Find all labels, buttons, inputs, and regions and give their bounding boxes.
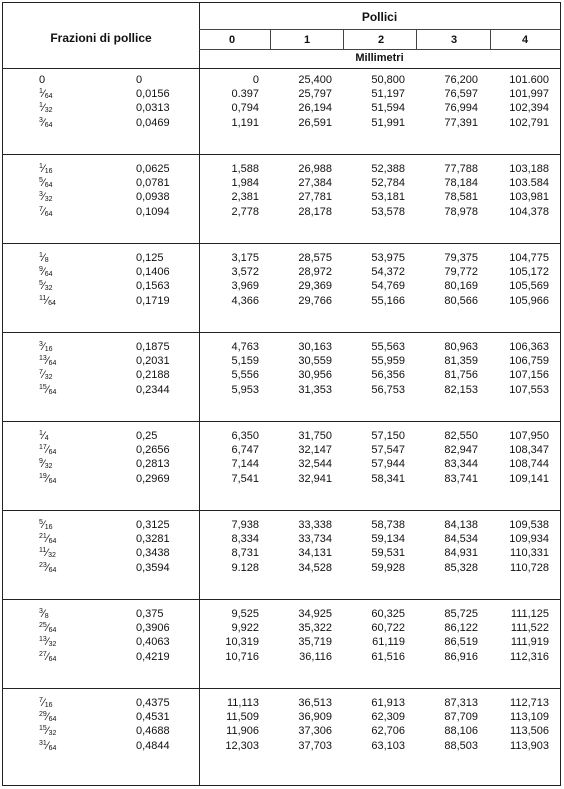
group-rule: [3, 688, 560, 689]
millimeter-cell: 35,719: [298, 636, 332, 649]
millimeter-cell: 54,372: [371, 266, 405, 279]
decimal-cell: 0,125: [136, 252, 164, 264]
millimeter-cell: 5,556: [231, 369, 259, 382]
millimeter-cell: 56,356: [371, 369, 405, 382]
millimeter-cell: 31,353: [298, 383, 332, 396]
column-tick: [416, 30, 417, 49]
fraction-cell: $^{21}⁄_{64}$: [39, 533, 57, 546]
millimeter-cell: 85,725: [444, 608, 478, 620]
millimeter-cell: 52,388: [371, 163, 405, 175]
millimeter-cell: 59,928: [371, 561, 405, 574]
millimeter-cell: 63,103: [371, 739, 405, 752]
fraction-cell: $^5⁄_{64}$: [39, 177, 53, 190]
millimeter-cell: 59,531: [371, 547, 405, 560]
millimeter-cell: 27,384: [298, 177, 332, 190]
millimeter-cell: 110,331: [510, 547, 549, 560]
millimeter-cell: 6,747: [231, 444, 259, 457]
millimeter-cell: 11,113: [226, 697, 259, 709]
fraction-cell: $^{11}⁄_{64}$: [39, 294, 56, 307]
millimeter-cell: 80,169: [444, 280, 478, 293]
millimeter-cell: 76,597: [444, 88, 478, 101]
fraction-cell: $^9⁄_{32}$: [39, 458, 53, 471]
millimeter-cell: 55,959: [371, 355, 405, 368]
millimeter-cell: 32,544: [298, 458, 332, 471]
millimeter-cell: 60,325: [371, 608, 405, 620]
millimeter-cell: 26,194: [298, 102, 332, 115]
millimeter-cell: 11,509: [226, 711, 259, 724]
group-rule: [3, 154, 560, 155]
millimeter-cell: 86,519: [444, 636, 478, 649]
millimeter-cell: 34,925: [298, 608, 332, 620]
fraction-cell: $^1⁄_4$: [39, 430, 49, 442]
fraction-cell: $^9⁄_{64}$: [39, 266, 53, 279]
millimeter-cell: 80,566: [444, 294, 478, 307]
fractions-heading: Frazioni di pollice: [50, 31, 152, 45]
millimeter-cell: 26,591: [298, 116, 332, 129]
millimeter-cell: 3,969: [231, 280, 259, 293]
millimeter-cell: 0.397: [231, 88, 259, 101]
millimeter-cell: 111,522: [510, 622, 549, 635]
millimeter-cell: 80,963: [444, 341, 478, 353]
millimeter-cell: 52,784: [371, 177, 405, 190]
millimeter-cell: 83,741: [444, 472, 478, 485]
millimeter-cell: 103,981: [509, 191, 549, 204]
group-rule: [3, 510, 560, 511]
column-tick: [490, 30, 491, 49]
fraction-cell: $^3⁄_{64}$: [39, 116, 53, 129]
millimeter-cell: 57,944: [371, 458, 405, 471]
decimal-cell: 0,2969: [136, 472, 170, 485]
fraction-cell: $^5⁄_{32}$: [39, 280, 53, 293]
millimeter-cell: 84,534: [444, 533, 478, 546]
fraction-cell: $^7⁄_{32}$: [39, 369, 53, 382]
millimeter-cell: 86,916: [444, 650, 478, 663]
millimeter-cell: 53,975: [371, 252, 405, 264]
fraction-cell: $^3⁄_{32}$: [39, 191, 53, 204]
millimeter-cell: 111,125: [510, 608, 549, 620]
decimal-cell: 0,0781: [136, 177, 170, 190]
inch-column-header: 0: [228, 34, 236, 46]
millimeter-cell: 0,794: [231, 102, 259, 115]
millimeter-cell: 81,756: [444, 369, 478, 382]
millimeter-cell: 35,322: [298, 622, 332, 635]
decimal-cell: 0,0938: [136, 191, 170, 204]
millimeter-cell: 105,966: [509, 294, 549, 307]
millimeter-cell: 29,369: [298, 280, 332, 293]
group-rule: [3, 332, 560, 333]
millimeter-cell: 53,181: [371, 191, 405, 204]
millimeter-cell: 1,588: [231, 163, 259, 175]
millimeter-cell: 10,319: [225, 636, 259, 649]
fraction-cell: $^1⁄_{16}$: [39, 163, 53, 175]
millimeter-cell: 28,575: [298, 252, 332, 264]
inch-column-header: 1: [303, 34, 311, 46]
decimal-cell: 0,3281: [136, 533, 170, 546]
millimeter-cell: 58,738: [371, 519, 405, 531]
millimeter-cell: 1,191: [231, 116, 259, 129]
millimeter-cell: 3,572: [231, 266, 259, 279]
millimeter-cell: 61,119: [372, 636, 405, 649]
group-rule: [3, 421, 560, 422]
column-tick: [343, 30, 344, 49]
millimeter-cell: 107,156: [509, 369, 549, 382]
millimeter-cell: 2,381: [231, 191, 259, 204]
millimeter-cell: 53,578: [371, 205, 405, 218]
fraction-cell: $^{23}⁄_{64}$: [39, 561, 57, 574]
decimal-cell: 0,0625: [136, 163, 170, 175]
millimeter-cell: 58,341: [371, 472, 405, 485]
decimal-cell: 0,1094: [136, 205, 170, 218]
millimeter-cell: 30,956: [298, 369, 332, 382]
millimeter-cell: 103.584: [509, 177, 549, 190]
conversion-table: [2, 2, 561, 786]
millimeter-cell: 61,516: [371, 650, 405, 663]
millimeter-cell: 50,800: [371, 74, 405, 86]
millimeter-cell: 101.600: [509, 74, 549, 86]
millimeter-cell: 77,391: [444, 116, 478, 129]
millimeter-cell: 83,344: [444, 458, 478, 471]
millimeters-heading: Millimetri: [355, 52, 404, 64]
millimeter-cell: 34,528: [298, 561, 332, 574]
millimeter-cell: 4,763: [231, 341, 259, 353]
fraction-cell: $^3⁄_8$: [39, 608, 49, 620]
millimeter-cell: 78,978: [444, 205, 478, 218]
fraction-cell: $^{19}⁄_{64}$: [39, 472, 57, 485]
millimeter-cell: 79,375: [444, 252, 478, 264]
decimal-cell: 0,3125: [136, 519, 170, 531]
group-rule: [3, 243, 560, 244]
millimeter-cell: 32,941: [298, 472, 332, 485]
decimal-cell: 0,0469: [136, 116, 170, 129]
millimeter-cell: 55,166: [371, 294, 405, 307]
millimeter-cell: 108,347: [509, 444, 549, 457]
millimeter-cell: 3,175: [231, 252, 259, 264]
millimeter-cell: 103,188: [509, 163, 549, 175]
millimeter-cell: 78,581: [444, 191, 478, 204]
millimeter-cell: 77,788: [444, 163, 478, 175]
millimeter-cell: 105,569: [509, 280, 549, 293]
millimeter-cell: 6,350: [231, 430, 259, 442]
millimeter-cell: 28,178: [298, 205, 332, 218]
millimeter-cell: 10,716: [225, 650, 259, 663]
group-rule: [3, 599, 560, 600]
millimeter-cell: 106,363: [509, 341, 549, 353]
millimeter-cell: 25,797: [298, 88, 332, 101]
millimeter-cell: 9,922: [231, 622, 259, 635]
millimeter-cell: 8,731: [231, 547, 259, 560]
millimeter-cell: 79,772: [444, 266, 478, 279]
millimeter-cell: 4,366: [231, 294, 259, 307]
millimeter-cell: 7,938: [231, 519, 259, 531]
millimeter-cell: 110,728: [510, 561, 549, 574]
decimal-cell: 0,3594: [136, 561, 170, 574]
decimal-cell: 0,4531: [136, 711, 170, 724]
decimal-cell: 0,2656: [136, 444, 170, 457]
millimeter-cell: 86,122: [444, 622, 478, 635]
millimeter-cell: 12,303: [225, 739, 259, 752]
millimeter-cell: 113,506: [510, 725, 549, 738]
millimeter-cell: 8,334: [231, 533, 259, 546]
fraction-cell: $^{29}⁄_{64}$: [39, 711, 57, 724]
millimeter-cell: 87,313: [444, 697, 478, 709]
decimal-cell: 0,4375: [136, 697, 170, 709]
decimal-cell: 0,2813: [136, 458, 170, 471]
decimal-cell: 0,1406: [136, 266, 170, 279]
millimeter-cell: 109,934: [509, 533, 549, 546]
millimeter-cell: 84,138: [444, 519, 478, 531]
millimeter-cell: 104,775: [509, 252, 549, 264]
decimal-cell: 0,2344: [136, 383, 170, 396]
decimal-cell: 0,4844: [136, 739, 170, 752]
millimeter-cell: 62,706: [371, 725, 405, 738]
fraction-cell: $^{15}⁄_{32}$: [39, 725, 57, 738]
millimeter-cell: 34,131: [298, 547, 332, 560]
inch-column-header: 2: [377, 34, 385, 46]
millimeter-cell: 51,594: [371, 102, 405, 115]
millimeter-cell: 88,106: [444, 725, 478, 738]
decimal-cell: 0,0313: [136, 102, 170, 115]
decimal-cell: 0,0156: [136, 88, 170, 101]
millimeter-cell: 85,328: [444, 561, 478, 574]
millimeter-cell: 59,134: [371, 533, 405, 546]
fraction-cell: $^1⁄_{32}$: [39, 102, 53, 115]
millimeter-cell: 88,503: [444, 739, 478, 752]
fraction-cell: $^{31}⁄_{64}$: [39, 739, 57, 752]
millimeter-cell: 2,778: [231, 205, 259, 218]
fraction-cell: $^{13}⁄_{32}$: [39, 636, 57, 649]
column-tick: [270, 30, 271, 49]
millimeter-cell: 37,306: [298, 725, 332, 738]
millimeter-cell: 106,759: [509, 355, 549, 368]
fraction-cell: $^{11}⁄_{32}$: [39, 547, 56, 560]
header-bottom-rule: [3, 68, 560, 69]
millimeter-cell: 101,997: [509, 88, 549, 101]
millimeter-cell: 60,722: [371, 622, 405, 635]
fraction-cell: $^{15}⁄_{64}$: [39, 383, 57, 396]
millimeter-cell: 31,750: [298, 430, 332, 442]
millimeter-cell: 81,359: [444, 355, 478, 368]
decimal-cell: 0,4688: [136, 725, 170, 738]
millimeter-cell: 82,550: [444, 430, 478, 442]
millimeter-cell: 55,563: [371, 341, 405, 353]
millimeter-cell: 30,559: [298, 355, 332, 368]
fraction-cell: $^3⁄_{16}$: [39, 341, 53, 353]
fraction-cell: $^{17}⁄_{64}$: [39, 444, 57, 457]
millimeter-cell: 28,972: [298, 266, 332, 279]
inch-column-header: 3: [450, 34, 458, 46]
millimeter-cell: 87,709: [444, 711, 478, 724]
fraction-cell: $^{25}⁄_{64}$: [39, 622, 57, 635]
millimeter-cell: 102,791: [509, 116, 549, 129]
header-rule: [199, 49, 560, 50]
millimeter-cell: 5,159: [231, 355, 259, 368]
millimeter-cell: 112,713: [510, 697, 549, 709]
decimal-cell: 0,3906: [136, 622, 170, 635]
fraction-cell: $^1⁄_{64}$: [39, 88, 53, 101]
millimeter-cell: 11,906: [226, 725, 259, 738]
millimeter-cell: 76,994: [444, 102, 478, 115]
inch-column-header: 4: [521, 34, 529, 46]
header-rule: [199, 29, 560, 30]
millimeter-cell: 78,184: [444, 177, 478, 190]
fraction-cell: $^5⁄_{16}$: [39, 519, 53, 531]
millimeter-cell: 36,513: [298, 697, 332, 709]
fraction-cell: $^7⁄_{64}$: [39, 205, 53, 218]
millimeter-cell: 7,144: [231, 458, 259, 471]
millimeter-cell: 113,903: [510, 739, 549, 752]
decimal-cell: 0,3438: [136, 547, 170, 560]
decimal-cell: 0,25: [136, 430, 158, 442]
millimeter-cell: 113,109: [510, 711, 549, 724]
millimeter-cell: 1,984: [231, 177, 259, 190]
millimeter-cell: 9.128: [231, 561, 259, 574]
millimeter-cell: 109,141: [509, 472, 549, 485]
millimeter-cell: 62,309: [371, 711, 405, 724]
millimeter-cell: 57,547: [371, 444, 405, 457]
millimeter-cell: 9,525: [231, 608, 259, 620]
millimeter-cell: 33,338: [298, 519, 332, 531]
decimal-cell: 0,4063: [136, 636, 170, 649]
millimeter-cell: 36,116: [299, 650, 332, 663]
millimeter-cell: 36,909: [298, 711, 332, 724]
millimeter-cell: 104,378: [509, 205, 549, 218]
decimal-cell: 0,1719: [136, 294, 170, 307]
millimeter-cell: 7,541: [231, 472, 259, 485]
fraction-cell: $^1⁄_8$: [39, 252, 49, 264]
millimeter-cell: 56,753: [371, 383, 405, 396]
inches-heading: Pollici: [361, 10, 398, 24]
millimeter-cell: 5,953: [231, 383, 259, 396]
millimeter-cell: 107,950: [509, 430, 549, 442]
millimeter-cell: 76,200: [444, 74, 478, 86]
decimal-cell: 0,2188: [136, 369, 170, 382]
millimeter-cell: 105,172: [509, 266, 549, 279]
millimeter-cell: 33,734: [298, 533, 332, 546]
millimeter-cell: 26,988: [298, 163, 332, 175]
millimeter-cell: 61,913: [371, 697, 405, 709]
millimeter-cell: 54,769: [371, 280, 405, 293]
millimeter-cell: 30,163: [298, 341, 332, 353]
millimeter-cell: 25,400: [298, 74, 332, 86]
millimeter-cell: 112,316: [510, 650, 549, 663]
decimal-cell: 0,2031: [136, 355, 170, 368]
millimeter-cell: 107,553: [509, 383, 549, 396]
millimeter-cell: 51,991: [371, 116, 405, 129]
fraction-cell: $^{13}⁄_{64}$: [39, 355, 57, 368]
millimeter-cell: 102,394: [509, 102, 549, 115]
decimal-cell: 0,1875: [136, 341, 170, 353]
fraction-cell: 0: [39, 74, 46, 86]
decimal-cell: 0,375: [136, 608, 164, 620]
decimal-cell: 0: [136, 74, 143, 86]
decimal-cell: 0,4219: [136, 650, 170, 663]
millimeter-cell: 109,538: [509, 519, 549, 531]
millimeter-cell: 51,197: [371, 88, 405, 101]
millimeter-cell: 82,947: [444, 444, 478, 457]
millimeter-cell: 84,931: [444, 547, 478, 560]
decimal-cell: 0,1563: [136, 280, 170, 293]
millimeter-cell: 108,744: [509, 458, 549, 471]
millimeter-cell: 37,703: [298, 739, 332, 752]
millimeter-cell: 29,766: [298, 294, 332, 307]
millimeter-cell: 57,150: [371, 430, 405, 442]
millimeter-cell: 0: [252, 74, 259, 86]
millimeter-cell: 32,147: [298, 444, 332, 457]
fraction-cell: $^7⁄_{16}$: [39, 697, 53, 709]
fraction-cell: $^{27}⁄_{64}$: [39, 650, 57, 663]
millimeter-cell: 111,919: [510, 636, 549, 649]
millimeter-cell: 82,153: [444, 383, 478, 396]
millimeter-cell: 27,781: [298, 191, 332, 204]
